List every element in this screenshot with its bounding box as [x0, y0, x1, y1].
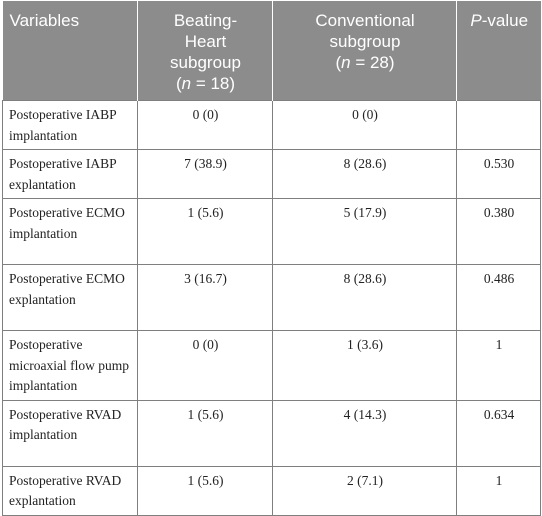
header-beating-line1: Beating- — [173, 11, 238, 30]
cell-conventional: 8 (28.6) — [273, 150, 457, 199]
header-conventional-n-pre: ( — [335, 53, 342, 72]
cell-variable: Postoperative RVAD implantation — [3, 400, 138, 466]
cell-p-value: 0.530 — [457, 150, 541, 199]
cell-p-value: 0.486 — [457, 265, 541, 331]
cell-beating: 1 (5.6) — [138, 466, 273, 515]
table-header — [3, 1, 541, 101]
cell-variable: Postoperative ECMO explantation — [3, 265, 138, 331]
header-p-letter: P — [470, 11, 482, 30]
header-conventional-line1: Conventional — [315, 11, 415, 30]
table-row — [3, 331, 541, 401]
cell-conventional: 1 (3.6) — [273, 331, 457, 401]
header-beating-n-pre: ( — [175, 74, 182, 93]
cell-variable: Postoperative microaxial flow pump implantation — [3, 331, 138, 401]
header-variables-label: Variables — [9, 11, 80, 30]
header-beating-n: n — [181, 74, 192, 93]
cell-variable: Postoperative IABP implantation — [3, 101, 138, 150]
cell-beating: 0 (0) — [138, 101, 273, 150]
table-row — [3, 199, 541, 265]
table-row — [3, 101, 541, 150]
table-body — [3, 101, 541, 516]
header-p-rest: -value — [481, 11, 529, 30]
cell-beating: 3 (16.7) — [138, 265, 273, 331]
cell-beating: 0 (0) — [138, 331, 273, 401]
header-conventional-n-post: = 28) — [350, 53, 395, 72]
header-conventional-line2: subgroup — [329, 32, 401, 51]
cell-conventional: 4 (14.3) — [273, 400, 457, 466]
header-beating-line3: subgroup — [170, 53, 241, 72]
cell-variable: Postoperative RVAD explantation — [3, 466, 138, 515]
table-row — [3, 265, 541, 331]
cell-p-value: 0.380 — [457, 199, 541, 265]
cell-beating: 1 (5.6) — [138, 400, 273, 466]
cell-beating: 1 (5.6) — [138, 199, 273, 265]
header-variables — [3, 1, 138, 101]
table-row — [3, 400, 541, 466]
header-conventional — [273, 1, 457, 101]
table-row — [3, 150, 541, 199]
header-beating-heart — [138, 1, 273, 101]
header-beating-line2: Heart — [184, 32, 227, 51]
cell-conventional: 0 (0) — [273, 101, 457, 150]
table-row — [3, 466, 541, 515]
cell-variable: Postoperative ECMO implantation — [3, 199, 138, 265]
results-table — [2, 1, 541, 516]
header-p-value — [457, 1, 541, 101]
cell-p-value: 0.634 — [457, 400, 541, 466]
cell-p-value: 1 — [457, 466, 541, 515]
cell-conventional: 2 (7.1) — [273, 466, 457, 515]
cell-conventional: 8 (28.6) — [273, 265, 457, 331]
header-conventional-n: n — [341, 53, 351, 72]
header-row — [3, 1, 541, 101]
cell-p-value — [457, 101, 541, 150]
cell-p-value: 1 — [457, 331, 541, 401]
cell-conventional: 5 (17.9) — [273, 199, 457, 265]
header-beating-n-post: = 18) — [191, 74, 236, 93]
cell-beating: 7 (38.9) — [138, 150, 273, 199]
cell-variable: Postoperative IABP explantation — [3, 150, 138, 199]
